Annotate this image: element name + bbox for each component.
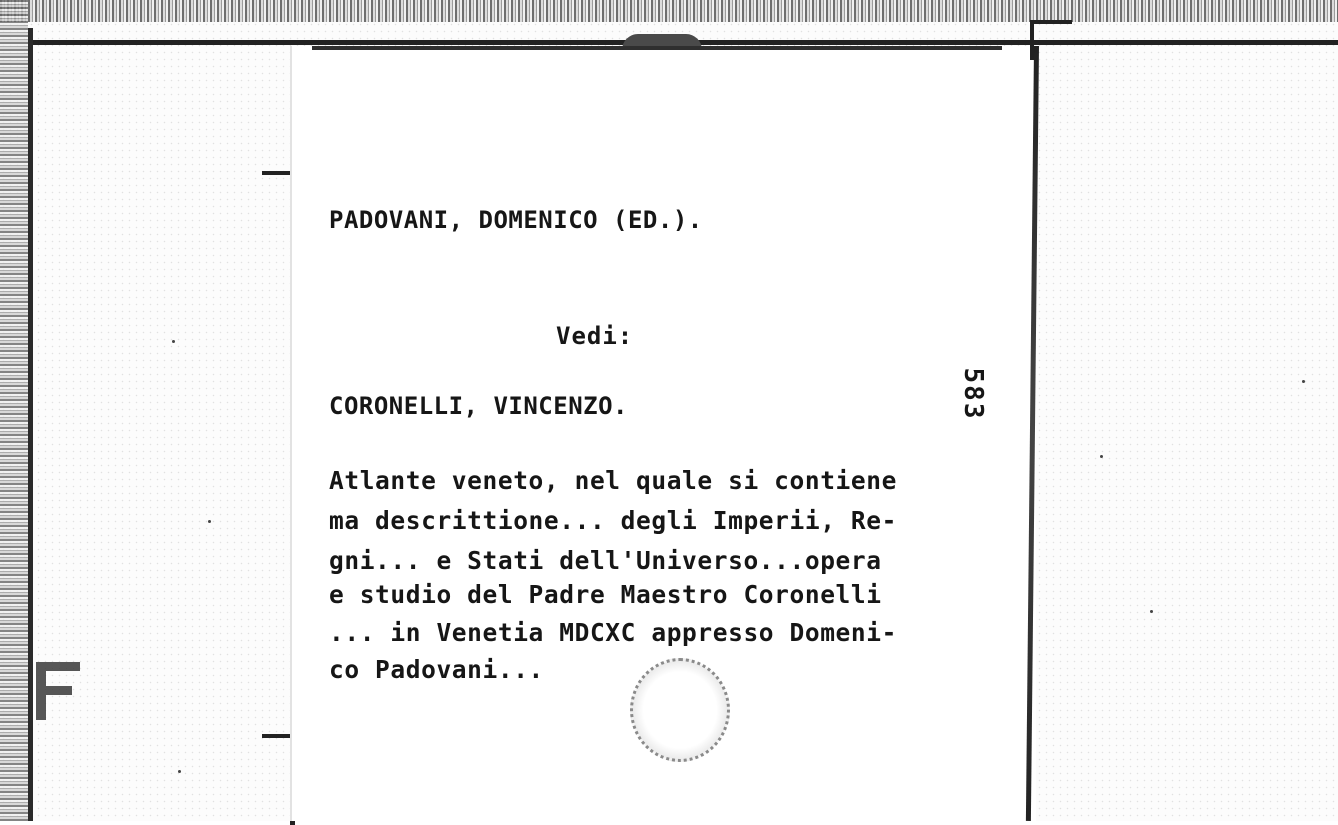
body-line: co Padovani... [329,655,544,684]
card-top-border [312,46,1002,50]
card-heading: PADOVANI, DOMENICO (ED.). [329,206,703,234]
side-call-number: 583 [958,367,988,421]
body-line: ma descrittione... degli Imperii, Re- [329,506,897,535]
speck [1100,455,1103,458]
speck [1302,380,1305,383]
speck [208,520,211,523]
body-line: e studio del Padre Maestro Coronelli [329,580,882,609]
speck [172,340,175,343]
card-tab-top [262,46,295,175]
card-tab-bottom [262,734,295,825]
speck [1150,610,1153,613]
cross-reference-author: CORONELLI, VINCENZO. [329,392,628,420]
drawer-top-edge [0,0,1338,22]
see-label: Vedi: [556,322,634,350]
punch-hole [630,658,730,762]
body-line: gni... e Stati dell'Universo...opera [329,546,882,575]
body-line: ... in Venetia MDCXC appresso Domeni- [329,618,897,647]
index-tab-mark [36,662,80,720]
left-card-border [28,28,33,821]
drawer-left-edge [0,0,28,821]
body-line: Atlante veneto, nel quale si contiene [329,466,897,495]
speck [178,770,181,773]
